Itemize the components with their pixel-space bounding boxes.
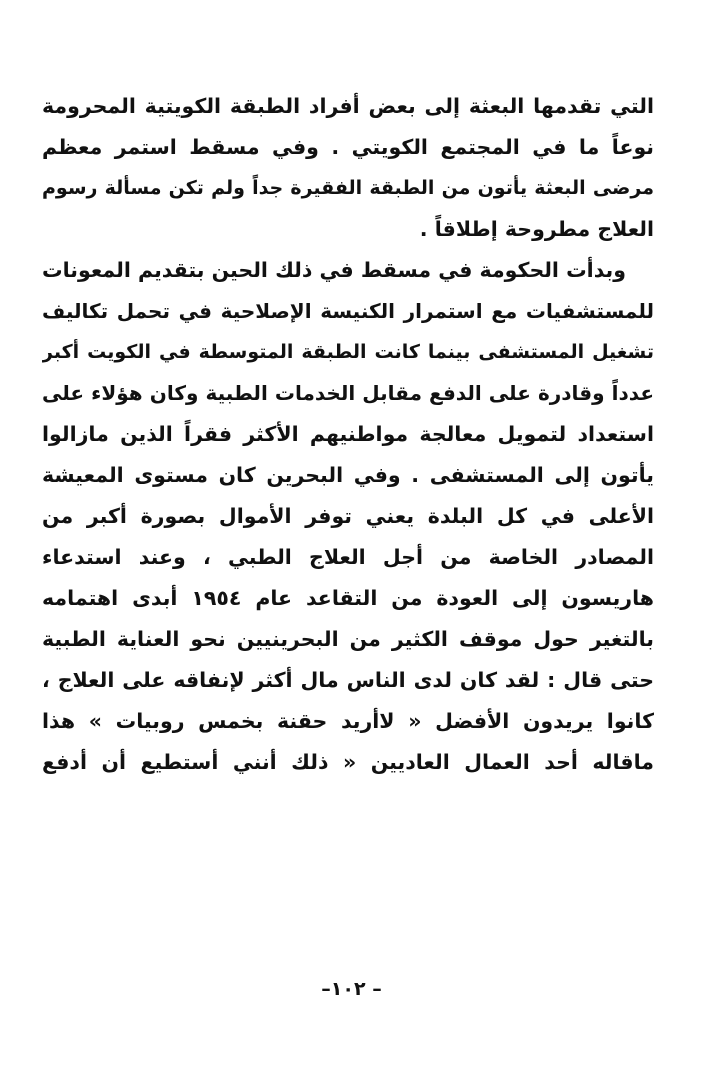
text-line: وبدأت الحكومة في مسقط في ذلك الحين بتقديم المعونات <box>42 258 626 282</box>
text-line: العلاج مطروحة إطلاقاً . <box>419 217 654 241</box>
text-line: للمستشفيات مع استمرار الكنيسة الإصلاحية في تحمل تكاليف <box>42 299 654 323</box>
text-line: عدداً وقادرة على الدفع مقابل الخدمات الطبية وكان هؤلاء على <box>42 381 654 405</box>
text-line: مرضى البعثة يأتون من الطبقة الفقيرة جداً ولم تكن مسألة رسوم <box>42 177 654 199</box>
text-line: كانوا يريدون الأفضل « لاأريد حقنة بخمس روبيات » هذا <box>42 709 654 733</box>
text-line: المصادر الخاصة من أجل العلاج الطبي ، وعند استدعاء <box>42 545 654 569</box>
text-line: التي تقدمها البعثة إلى بعض أفراد الطبقة الكويتية المحرومة <box>42 94 654 118</box>
text-line: يأتون إلى المستشفى . وفي البحرين كان مستوى المعيشة <box>42 463 654 487</box>
text-line: الأعلى في كل البلدة يعني توفر الأموال بصورة أكبر من <box>42 504 654 528</box>
text-line: استعداد لتمويل معالجة مواطنيهم الأكثر فقراً الذين مازالوا <box>42 422 654 446</box>
text-line: ماقاله أحد العمال العاديين « ذلك أنني أستطيع أن أدفع <box>42 750 654 774</box>
page-number: – ١٠٢– <box>321 978 382 1000</box>
text-line: هاريسون إلى العودة من التقاعد عام ١٩٥٤ أبدى اهتمامه <box>42 586 654 610</box>
text-line: بالتغير حول موقف الكثير من البحرينيين نحو العناية الطبية <box>42 627 654 651</box>
body-text <box>42 86 654 783</box>
text-line: حتى قال : لقد كان لدى الناس مال أكثر لإنفاقه على العلاج ، <box>42 668 654 692</box>
text-line: نوعاً ما في المجتمع الكويتي . وفي مسقط استمر معظم <box>42 135 654 159</box>
text-line: تشغيل المستشفى بينما كانت الطبقة المتوسطة في الكويت أكبر <box>42 341 654 363</box>
